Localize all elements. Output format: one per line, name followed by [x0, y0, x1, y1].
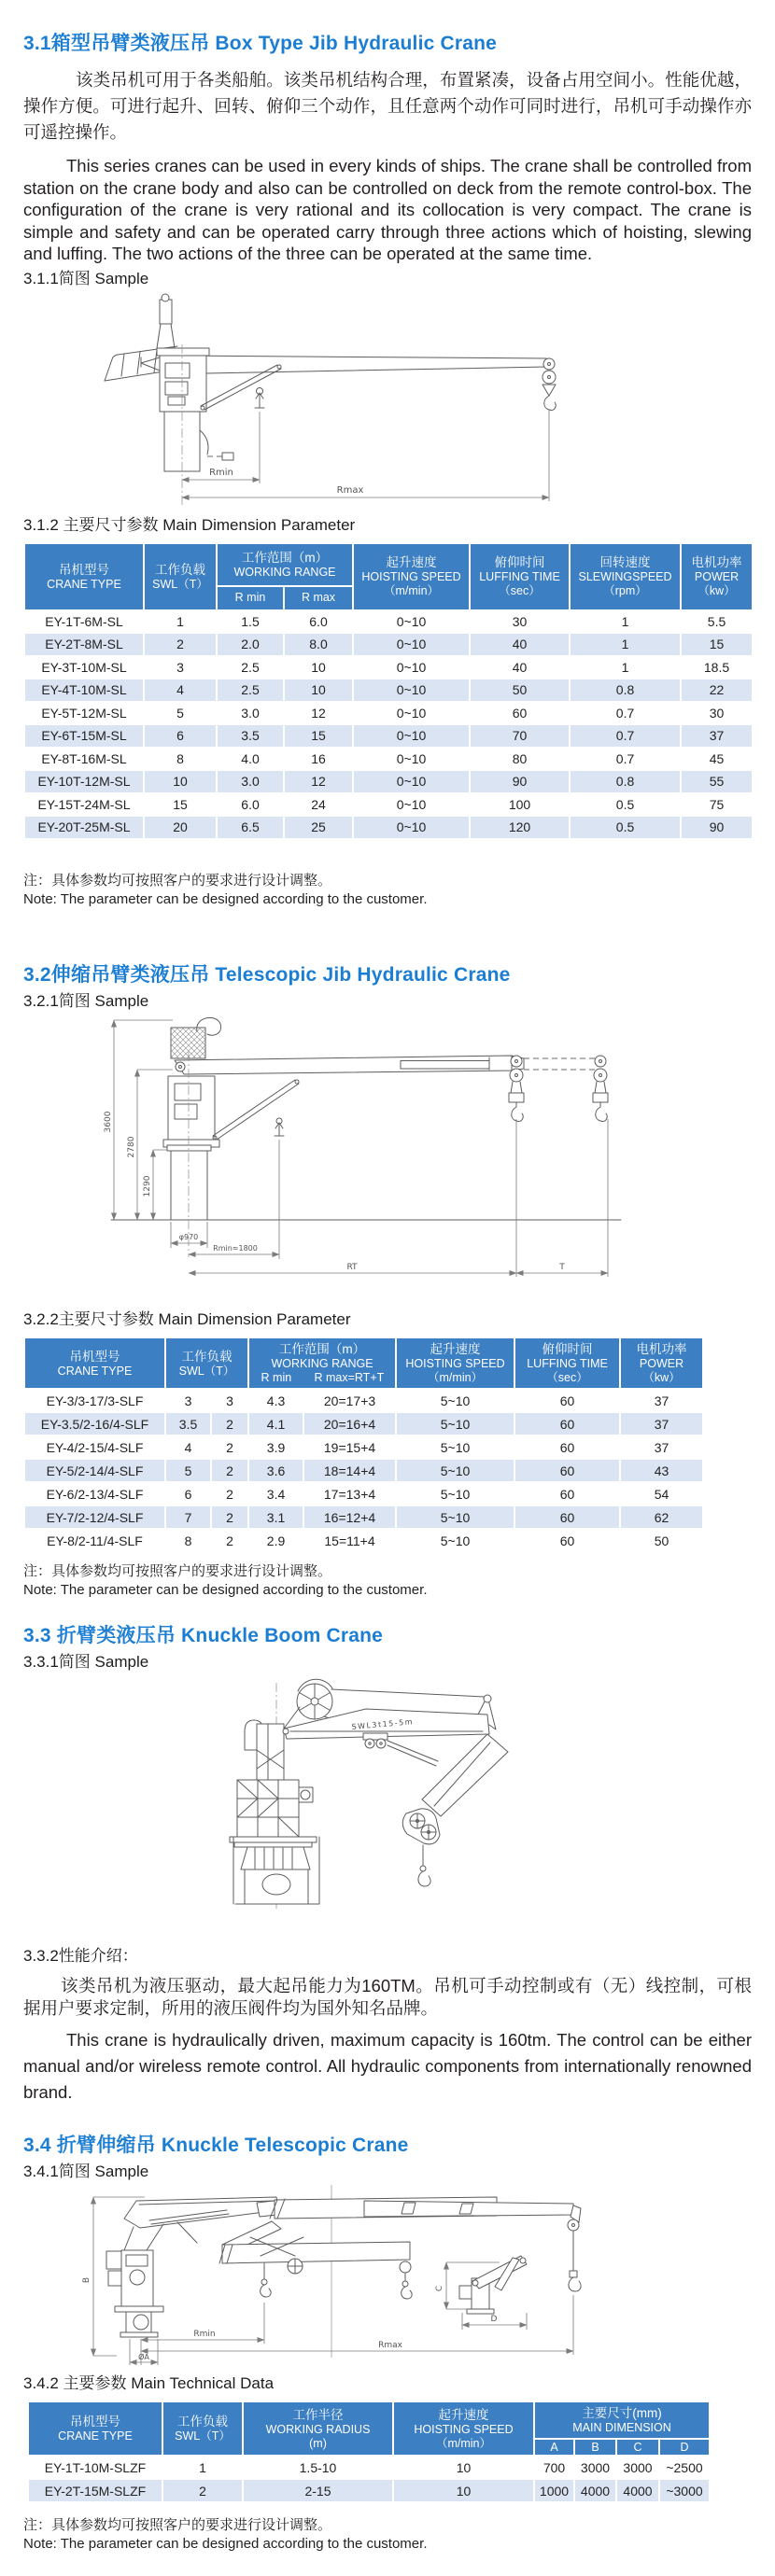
- dim-label-t: T: [559, 1263, 565, 1272]
- table-cell: 22: [681, 679, 753, 702]
- dim-label-rt: RT: [346, 1263, 358, 1272]
- table-cell: EY-6T-15M-SL: [24, 724, 144, 748]
- table-cell: 45: [681, 748, 753, 771]
- mast-tower: [245, 1720, 289, 1780]
- table-cell: 37: [620, 1389, 703, 1412]
- notes-3-2: [23, 1562, 752, 1600]
- table-cell: 15: [144, 793, 217, 817]
- table-cell: 3: [211, 1389, 248, 1412]
- dim-label-rmax: Rmax: [336, 484, 364, 496]
- table-cell: 5~10: [396, 1529, 514, 1552]
- table-cell: 37: [620, 1412, 703, 1435]
- table-cell: 60: [514, 1412, 620, 1435]
- table-cell: 1: [570, 656, 681, 679]
- col-power: 电机功率 POWER （kw）: [620, 1337, 703, 1389]
- table-cell: 0.8: [570, 679, 681, 702]
- table-cell: 2: [211, 1505, 248, 1529]
- top-sheave: [297, 1679, 332, 1719]
- table-row: [24, 1482, 703, 1505]
- table-cell: 0~10: [353, 793, 470, 817]
- note-en: Note: The parameter can be designed according to the customer.: [23, 1582, 428, 1598]
- table-cell: 5~10: [396, 1482, 514, 1505]
- section-box-type-jib: [23, 28, 752, 909]
- section-telescopic-jib: [23, 959, 752, 1600]
- col-swl: 工作负载 SWL（T）: [162, 2401, 243, 2456]
- param-heading-3-1-2: 3.1.2 主要尺寸参数 Main Dimension Parameter: [23, 515, 356, 534]
- table-cell: 5~10: [396, 1505, 514, 1529]
- boom: [171, 356, 546, 373]
- table-cell: 6.0: [217, 793, 284, 817]
- table-cell: 3.6: [248, 1459, 303, 1482]
- table-cell: 60: [470, 702, 570, 725]
- table-cell: 4: [144, 679, 217, 702]
- table-cell: 4000: [616, 2479, 659, 2502]
- boom: [175, 1056, 524, 1074]
- table-cell: 30: [470, 610, 570, 634]
- dimension-lines: [182, 410, 549, 501]
- table-cell: 3.5: [165, 1412, 211, 1435]
- section-3-4-title: 3.4 折臂伸缩吊 Knuckle Telescopic Crane: [23, 2135, 409, 2156]
- table-cell: 5: [165, 1459, 211, 1482]
- dim-label-rmax: Rmax: [378, 2341, 402, 2350]
- table-cell: 70: [470, 724, 570, 748]
- section-3-2-title: 3.2伸缩吊臂类液压吊 Telescopic Jib Hydraulic Crane: [23, 964, 511, 986]
- table-cell: EY-8/2-11/4-SLF: [24, 1529, 165, 1552]
- col-crane-type: 吊机型号 CRANE TYPE: [24, 1337, 165, 1389]
- box-jib-crane-drawing: [23, 292, 752, 511]
- table-cell: 5~10: [396, 1389, 514, 1412]
- table-cell: 5~10: [396, 1412, 514, 1435]
- table-cell: 15: [681, 633, 753, 656]
- table-row: [24, 656, 753, 679]
- remote-pendant: [200, 430, 233, 460]
- left-pedestal: [106, 2250, 163, 2337]
- table-cell: 6: [165, 1482, 211, 1505]
- knuckle-telescopic-crane-drawing: [23, 2185, 752, 2370]
- table-cell: 4.3: [248, 1389, 303, 1412]
- section-3-3-title: 3.3 折臂类液压吊 Knuckle Boom Crane: [23, 1625, 384, 1646]
- table-cell: 8: [144, 748, 217, 771]
- pedestal: [167, 1145, 211, 1220]
- dim-label-2780: 2780: [127, 1136, 136, 1158]
- col-dim-a: A: [534, 2439, 574, 2456]
- base: [230, 1837, 319, 1904]
- table-row: [24, 770, 753, 793]
- table-cell: 0~10: [353, 816, 470, 839]
- table-cell: 50: [620, 1529, 703, 1552]
- section-3-1-paragraph-cn: 该类吊机可用于各类船舶。该类吊机结构合理，布置紧凑，设备占用空间小。性能优越，操作方便。可进行起升、回转、俯仰三个动作，且任意两个动作可同时进行，吊机可手动操作亦可遥控操作。: [23, 70, 752, 142]
- dim-label-rmin: Rmin: [193, 2330, 216, 2339]
- table-cell: EY-15T-24M-SL: [24, 793, 144, 817]
- knuckle-boom-crane-drawing: [23, 1675, 752, 1942]
- col-hoisting-speed: 起升速度 HOISTING SPEED （m/min）: [396, 1337, 514, 1389]
- sample-heading-3-3-1: 3.3.1简图 Sample: [23, 1653, 149, 1671]
- table-row: [24, 1412, 703, 1435]
- hook-block-extended: [593, 1056, 608, 1121]
- table-cell: 16=12+4: [303, 1505, 396, 1529]
- dim-label-1290: 1290: [143, 1175, 152, 1197]
- luffing-cylinder: [213, 1080, 299, 1140]
- table-cell: 3000: [616, 2456, 659, 2479]
- dim-label-rmin: Rmin: [209, 467, 233, 478]
- main-technical-data-table-3-4: [27, 2401, 711, 2503]
- col-hoisting-speed: 起升速度 HOISTING SPEED （m/min）: [353, 543, 470, 610]
- table-row: [24, 1389, 703, 1412]
- table-cell: 2: [211, 1482, 248, 1505]
- table-row: [24, 748, 753, 771]
- col-working-range: 工作范围（m） WORKING RANGE R min R max=RT+T: [248, 1337, 396, 1389]
- section-3-3-paragraph-cn: 该类吊机为液压驱动，最大起吊能力为160TM。吊机可手动控制或有（无）线控制，可根据用户要求定制，所用的液压阀件均为国外知名品牌。: [23, 1976, 752, 2018]
- table-cell: 60: [514, 1529, 620, 1552]
- boom-extension-dashed: [524, 1058, 595, 1070]
- table-cell: 10: [144, 770, 217, 793]
- note-cn: 注：具体参数均可按照客户的要求进行设计调整。: [23, 1563, 332, 1579]
- table-row: [24, 610, 753, 634]
- table-cell: 120: [470, 816, 570, 839]
- table-cell: 75: [681, 793, 753, 817]
- table-cell: 8: [165, 1529, 211, 1552]
- table-cell: ~2500: [659, 2456, 710, 2479]
- table-cell: EY-8T-16M-SL: [24, 748, 144, 771]
- section-3-3-paragraph-en: This crane is hydraulically driven, maximum capacity is 160tm. The control can be either manual and/or wireless remote control. All hydraulic components from internationally renowned brand.: [23, 2030, 752, 2102]
- table-row: [24, 1529, 703, 1552]
- table-cell: 0~10: [353, 724, 470, 748]
- kingpost: [157, 294, 175, 348]
- table-cell: 0.7: [570, 702, 681, 725]
- table-cell: [144, 839, 217, 862]
- table-cell: 2: [211, 1435, 248, 1459]
- table-cell: 6.5: [217, 816, 284, 839]
- table-cell: [284, 839, 353, 862]
- table-cell: [24, 839, 144, 862]
- table-cell: 0~10: [353, 679, 470, 702]
- table-cell: 18.5: [681, 656, 753, 679]
- notes-3-4: [23, 2516, 752, 2554]
- table-cell: 1: [162, 2456, 243, 2479]
- table-cell: 0.5: [570, 793, 681, 817]
- table-cell: 60: [514, 1435, 620, 1459]
- section-3-1-title: 3.1箱型吊臂类液压吊 Box Type Jib Hydraulic Crane: [23, 33, 498, 54]
- table-row: [24, 1505, 703, 1529]
- table-cell: 20=16+4: [303, 1412, 396, 1435]
- section-knuckle-telescopic: [23, 2130, 752, 2554]
- table-cell: EY-3.5/2-16/4-SLF: [24, 1412, 165, 1435]
- notes-3-1: [23, 872, 752, 909]
- table-cell: EY-5/2-14/4-SLF: [24, 1459, 165, 1482]
- note-en: Note: The parameter can be designed according to the customer.: [23, 2536, 428, 2552]
- table-cell: EY-20T-25M-SL: [24, 816, 144, 839]
- table-cell: 0~10: [353, 656, 470, 679]
- dim-label-d: D: [490, 2315, 498, 2324]
- table-cell: 3.9: [248, 1435, 303, 1459]
- table-row: [24, 724, 753, 748]
- table-cell: 37: [620, 1435, 703, 1459]
- table-cell: 6.0: [284, 610, 353, 634]
- table-cell: 0~10: [353, 610, 470, 634]
- table-cell: 80: [470, 748, 570, 771]
- table-cell: 0~10: [353, 633, 470, 656]
- folded-mid-view: [219, 2221, 412, 2299]
- table-cell: EY-4T-10M-SL: [24, 679, 144, 702]
- table-cell: 60: [514, 1459, 620, 1482]
- crane-house: [163, 1062, 219, 1147]
- table-cell: 55: [681, 770, 753, 793]
- table-cell: 50: [470, 679, 570, 702]
- bottom-dimensions: [171, 1119, 608, 1277]
- table-cell: 30: [681, 702, 753, 725]
- dim-label-3600: 3600: [104, 1111, 113, 1133]
- table-cell: 3000: [574, 2456, 616, 2479]
- table-cell: 10: [393, 2479, 534, 2502]
- table-row: [24, 816, 753, 839]
- note-cn: 注：具体参数均可按照客户的要求进行设计调整。: [23, 873, 332, 889]
- table-cell: 2.5: [217, 679, 284, 702]
- table-cell: 700: [534, 2456, 574, 2479]
- table-cell: 3.5: [217, 724, 284, 748]
- table-cell: 2: [144, 633, 217, 656]
- col-swl: 工作负载 SWL（T）: [144, 543, 217, 610]
- table-cell: 24: [284, 793, 353, 817]
- col-dim-c: C: [616, 2439, 659, 2456]
- table-cell: [217, 839, 284, 862]
- table-cell: 1000: [534, 2479, 574, 2502]
- col-swl: 工作负载 SWL（T）: [165, 1337, 248, 1389]
- table-cell: 2: [211, 1529, 248, 1552]
- table-cell: 4.1: [248, 1412, 303, 1435]
- table-cell: 62: [620, 1505, 703, 1529]
- table-cell: 2: [211, 1412, 248, 1435]
- dim-label-rmin1800: Rmin≈1800: [213, 1244, 258, 1253]
- load-symbol: [275, 1118, 284, 1136]
- col-hoisting-speed: 起升速度 HOISTING SPEED （m/min）: [393, 2401, 534, 2456]
- col-luffing-time: 俯仰时间 LUFFING TIME （sec）: [470, 543, 570, 610]
- table-cell: 2-15: [243, 2479, 393, 2502]
- table-cell: 2.5: [217, 656, 284, 679]
- table-row: [24, 1459, 703, 1482]
- param-heading-3-4-2: 3.4.2 主要参数 Main Technical Data: [23, 2374, 275, 2392]
- table-cell: 1: [570, 633, 681, 656]
- table-cell: 0.7: [570, 724, 681, 748]
- table-cell: 60: [514, 1482, 620, 1505]
- table-cell: 19=15+4: [303, 1435, 396, 1459]
- table-cell: 60: [514, 1505, 620, 1529]
- table-cell: 1.5-10: [243, 2456, 393, 2479]
- col-luffing-time: 俯仰时间 LUFFING TIME （sec）: [514, 1337, 620, 1389]
- col-crane-type: 吊机型号 CRANE TYPE: [24, 543, 144, 610]
- perf-heading-3-3-2: 3.3.2性能介绍：: [23, 1947, 138, 1965]
- col-dim-b: B: [574, 2439, 616, 2456]
- table-cell: 5~10: [396, 1435, 514, 1459]
- col-dim-d: D: [659, 2439, 710, 2456]
- table-cell: 10: [284, 656, 353, 679]
- section-knuckle-boom: [23, 1620, 752, 2106]
- table-cell: EY-4/2-15/4-SLF: [24, 1435, 165, 1459]
- table-cell: 90: [681, 816, 753, 839]
- col-main-dimension: 主要尺寸(mm) MAIN DIMENSION: [534, 2401, 710, 2439]
- table-cell: 3.0: [217, 702, 284, 725]
- table-cell: 15: [284, 724, 353, 748]
- table-cell: 100: [470, 793, 570, 817]
- sample-heading-3-2-1: 3.2.1简图 Sample: [23, 992, 149, 1010]
- table-cell: 3: [144, 656, 217, 679]
- dim-label-c: C: [435, 2285, 444, 2292]
- param-heading-3-2-2: 3.2.2主要尺寸参数 Main Dimension Parameter: [23, 1310, 351, 1328]
- col-r-max: R max: [284, 586, 353, 610]
- telescopic-crane-drawing: [23, 1015, 752, 1306]
- folded-right-view: [459, 2256, 527, 2314]
- table-row: [28, 2456, 710, 2479]
- pedestal-column: [237, 1780, 313, 1837]
- table-row: [24, 702, 753, 725]
- table-row: [24, 679, 753, 702]
- dim-label-b: B: [82, 2276, 92, 2284]
- main-dimension-table-3-2: [23, 1337, 704, 1553]
- col-slewing-speed: 回转速度 SLEWINGSPEED （rpm）: [570, 543, 681, 610]
- table-cell: 4.0: [217, 748, 284, 771]
- table-cell: 0.7: [570, 748, 681, 771]
- table-cell: 1: [144, 610, 217, 634]
- table-cell: 1: [570, 610, 681, 634]
- col-r-min: R min: [217, 586, 284, 610]
- table-cell: 2: [211, 1459, 248, 1482]
- table-row: [24, 1435, 703, 1459]
- table-cell: EY-3/3-17/3-SLF: [24, 1389, 165, 1412]
- table-cell: 0.5: [570, 816, 681, 839]
- table-row: [24, 839, 753, 862]
- note-en: Note: The parameter can be designed according to the customer.: [23, 891, 428, 907]
- main-dimension-table-3-1: [23, 542, 754, 863]
- crane-house: [141, 348, 209, 412]
- table-cell: EY-7/2-12/4-SLF: [24, 1505, 165, 1529]
- col-working-radius: 工作半径 WORKING RADIUS (m): [243, 2401, 393, 2456]
- table-cell: 25: [284, 816, 353, 839]
- table-cell: [570, 839, 681, 862]
- table-cell: EY-10T-12M-SL: [24, 770, 144, 793]
- dim-label-dia-a: ØA: [138, 2353, 149, 2361]
- table-cell: 16: [284, 748, 353, 771]
- table-cell: [353, 839, 470, 862]
- table-row: [24, 793, 753, 817]
- jib-end-block: [402, 1809, 440, 1844]
- boom-swl-label: SWL3t15-5m: [351, 1717, 415, 1731]
- table-row: [28, 2479, 710, 2502]
- table-cell: 10: [284, 679, 353, 702]
- table-cell: 54: [620, 1482, 703, 1505]
- table-cell: [681, 839, 753, 862]
- hook: [418, 1845, 430, 1886]
- table-cell: 6: [144, 724, 217, 748]
- table-cell: 4000: [574, 2479, 616, 2502]
- table-cell: 0~10: [353, 770, 470, 793]
- table-cell: 5: [144, 702, 217, 725]
- dim-label-dia970: φ970: [178, 1233, 199, 1241]
- table-cell: EY-6/2-13/4-SLF: [24, 1482, 165, 1505]
- table-cell: 3.1: [248, 1505, 303, 1529]
- note-cn: 注：具体参数均可按照客户的要求进行设计调整。: [23, 2517, 332, 2533]
- table-cell: 20=17+3: [303, 1389, 396, 1412]
- table-cell: 43: [620, 1459, 703, 1482]
- table-row: [24, 633, 753, 656]
- table-cell: ~3000: [659, 2479, 710, 2502]
- table-cell: 0~10: [353, 702, 470, 725]
- table-cell: 7: [165, 1505, 211, 1529]
- table-cell: 37: [681, 724, 753, 748]
- table-cell: 10: [393, 2456, 534, 2479]
- table-cell: 8.0: [284, 633, 353, 656]
- table-cell: 12: [284, 702, 353, 725]
- table-cell: 15=11+4: [303, 1529, 396, 1552]
- table-cell: 0~10: [353, 748, 470, 771]
- table-cell: 1.5: [217, 610, 284, 634]
- load-symbol: [255, 387, 264, 408]
- table-cell: [470, 839, 570, 862]
- table-cell: 18=14+4: [303, 1459, 396, 1482]
- table-cell: 0.8: [570, 770, 681, 793]
- table-cell: 60: [514, 1389, 620, 1412]
- table-cell: 40: [470, 633, 570, 656]
- table-cell: 20: [144, 816, 217, 839]
- pendant-trolley: [363, 1733, 438, 1766]
- table-cell: 40: [470, 656, 570, 679]
- hook-block: [542, 358, 556, 410]
- table-cell: EY-2T-15M-SLZF: [28, 2479, 162, 2502]
- table-cell: 2.9: [248, 1529, 303, 1552]
- table-cell: 12: [284, 770, 353, 793]
- table-cell: 3.4: [248, 1482, 303, 1505]
- mast-head: [171, 1017, 221, 1058]
- table-cell: 4: [165, 1435, 211, 1459]
- sample-heading-3-4-1: 3.4.1简图 Sample: [23, 2163, 149, 2180]
- table-cell: EY-2T-8M-SL: [24, 633, 144, 656]
- table-cell: 5.5: [681, 610, 753, 634]
- table-cell: EY-1T-6M-SL: [24, 610, 144, 634]
- col-power: 电机功率 POWER （kw）: [681, 543, 753, 610]
- section-3-1-paragraph-en: This series cranes can be used in every kinds of ships. The crane shall be controlled from station on the crane body and also can be controlled on deck from the remote control-box. The configuration of the crane is very rational and its collocation is very compact. The crane is simple and safety and can be operated carry through three actions which of hoisting, slewing and luffing. The two actions of the three can be operated at the same time.: [23, 156, 752, 263]
- table-cell: 2: [162, 2479, 243, 2502]
- col-working-range: 工作范围（m） WORKING RANGE: [217, 543, 353, 586]
- table-cell: 90: [470, 770, 570, 793]
- sample-heading-3-1-1: 3.1.1简图 Sample: [23, 269, 149, 287]
- table-cell: EY-1T-10M-SLZF: [28, 2456, 162, 2479]
- table-cell: 3: [165, 1389, 211, 1412]
- table-cell: 5~10: [396, 1459, 514, 1482]
- col-crane-type: 吊机型号 CRANE TYPE: [28, 2401, 162, 2456]
- knuckle-jib: [422, 1734, 508, 1816]
- table-cell: EY-3T-10M-SL: [24, 656, 144, 679]
- table-cell: EY-5T-12M-SL: [24, 702, 144, 725]
- table-cell: 2.0: [217, 633, 284, 656]
- table-cell: 3.0: [217, 770, 284, 793]
- table-cell: 17=13+4: [303, 1482, 396, 1505]
